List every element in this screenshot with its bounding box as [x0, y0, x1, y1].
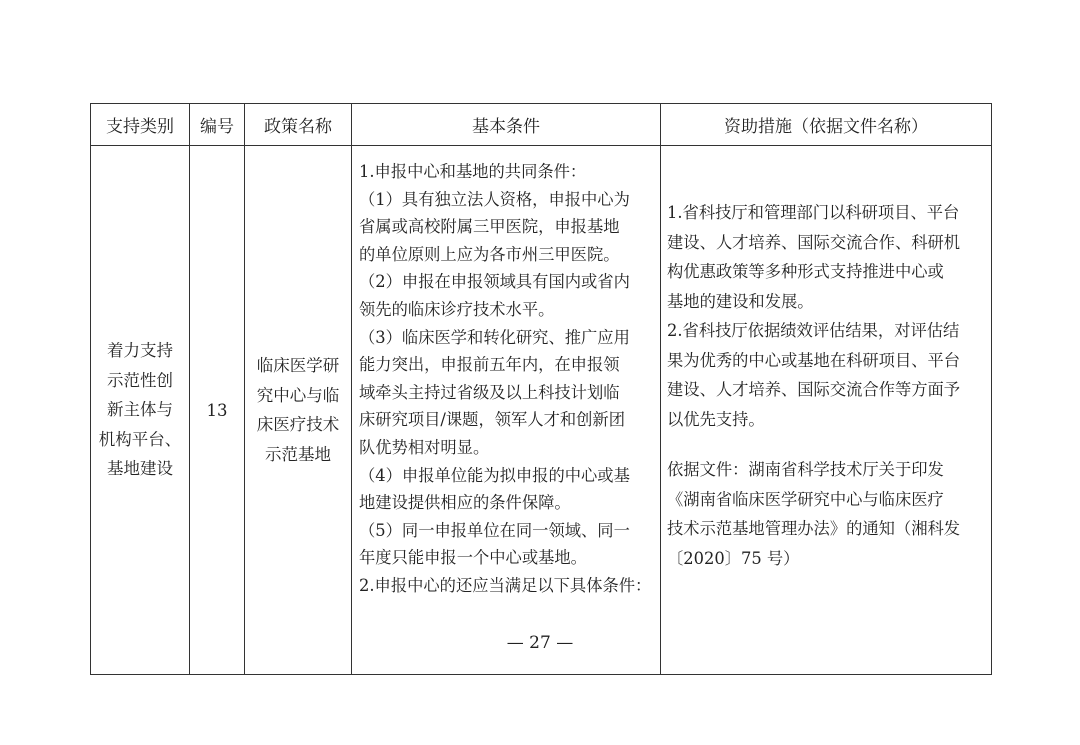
cell-policy-name — [245, 146, 352, 675]
condition-line: 1.申报中心和基地的共同条件： — [359, 162, 587, 181]
category-line: 机构平台、 — [98, 429, 182, 449]
page-number: — 27 — — [506, 633, 574, 653]
measure-line: 2.省科技厅依据绩效评估结果，对评估结 — [667, 321, 960, 340]
basis-line: 技术示范基地管理办法》的通知（湘科发 — [667, 519, 961, 538]
measure-line: 1.省科技厅和管理部门以科研项目、平台 — [667, 203, 960, 222]
basis-line: 〔2020〕75 号） — [667, 548, 800, 568]
header-policy-name: 政策名称 — [245, 104, 352, 146]
policy-name-line: 临床医学研 — [256, 356, 340, 375]
measure-line: 果为优秀的中心或基地在科研项目、平台 — [667, 350, 961, 370]
header-support-category: 支持类别 — [91, 104, 190, 146]
basis-line: 依据文件：湖南省科学技术厅关于印发 — [667, 460, 944, 479]
basis-line: 《湖南省临床医学研究中心与临床医疗 — [667, 489, 944, 509]
category-line: 新主体与 — [107, 400, 173, 420]
cell-number: 13 — [190, 146, 245, 675]
header-number: 编号 — [190, 104, 245, 146]
condition-line: 年度只能申报一个中心或基地。 — [359, 548, 587, 568]
cell-support-category — [91, 146, 190, 675]
measure-line: 构优惠政策等多种形式支持推进中心或 — [667, 262, 944, 281]
condition-line: 地建设提供相应的条件保障。 — [359, 493, 571, 513]
condition-line: 2.申报中心的还应当满足以下具体条件： — [359, 575, 652, 595]
condition-line: 的单位原则上应为各市州三甲医院。 — [359, 244, 620, 264]
category-line: 基地建设 — [107, 459, 173, 479]
policy-name-line: 示范基地 — [265, 444, 331, 464]
table-header-row — [91, 104, 992, 146]
cell-basic-conditions — [352, 146, 661, 675]
cell-funding-measures — [661, 146, 992, 675]
condition-line: （2）申报在申报领域具有国内或省内 — [359, 272, 630, 292]
header-basic-conditions: 基本条件 — [352, 104, 661, 146]
policy-table — [90, 103, 992, 675]
paragraph-spacer — [667, 434, 986, 455]
condition-line: 床研究项目/课题，领军人才和创新团 — [359, 410, 625, 430]
condition-line: （1）具有独立法人资格，申报中心为 — [359, 189, 630, 209]
condition-line: 域牵头主持过省级及以上科技计划临 — [359, 382, 620, 402]
measure-line: 以优先支持。 — [667, 409, 765, 429]
condition-line: （5）同一申报单位在同一领域、同一 — [359, 520, 630, 540]
table-row — [91, 146, 992, 675]
header-funding-measures: 资助措施（依据文件名称） — [661, 104, 992, 146]
category-line: 着力支持 — [107, 341, 173, 361]
measure-line: 基地的建设和发展。 — [667, 291, 814, 311]
condition-line: （3）临床医学和转化研究、推广应用 — [359, 327, 630, 347]
condition-line: （4）申报单位能为拟申报的中心或基 — [359, 465, 630, 485]
policy-name-line: 床医疗技术 — [256, 415, 340, 434]
policy-name-line: 究中心与临 — [256, 385, 340, 405]
condition-line: 能力突出，申报前五年内，在申报领 — [359, 355, 620, 375]
measure-line: 建设、人才培养、国际交流合作等方面予 — [667, 380, 961, 399]
condition-line: 队优势相对明显。 — [359, 437, 490, 457]
measure-line: 建设、人才培养、国际交流合作、科研机 — [667, 232, 961, 252]
condition-line: 省属或高校附属三甲医院，申报基地 — [359, 217, 620, 237]
condition-line: 领先的临床诊疗技术水平。 — [359, 299, 555, 319]
category-line: 示范性创 — [107, 370, 173, 390]
